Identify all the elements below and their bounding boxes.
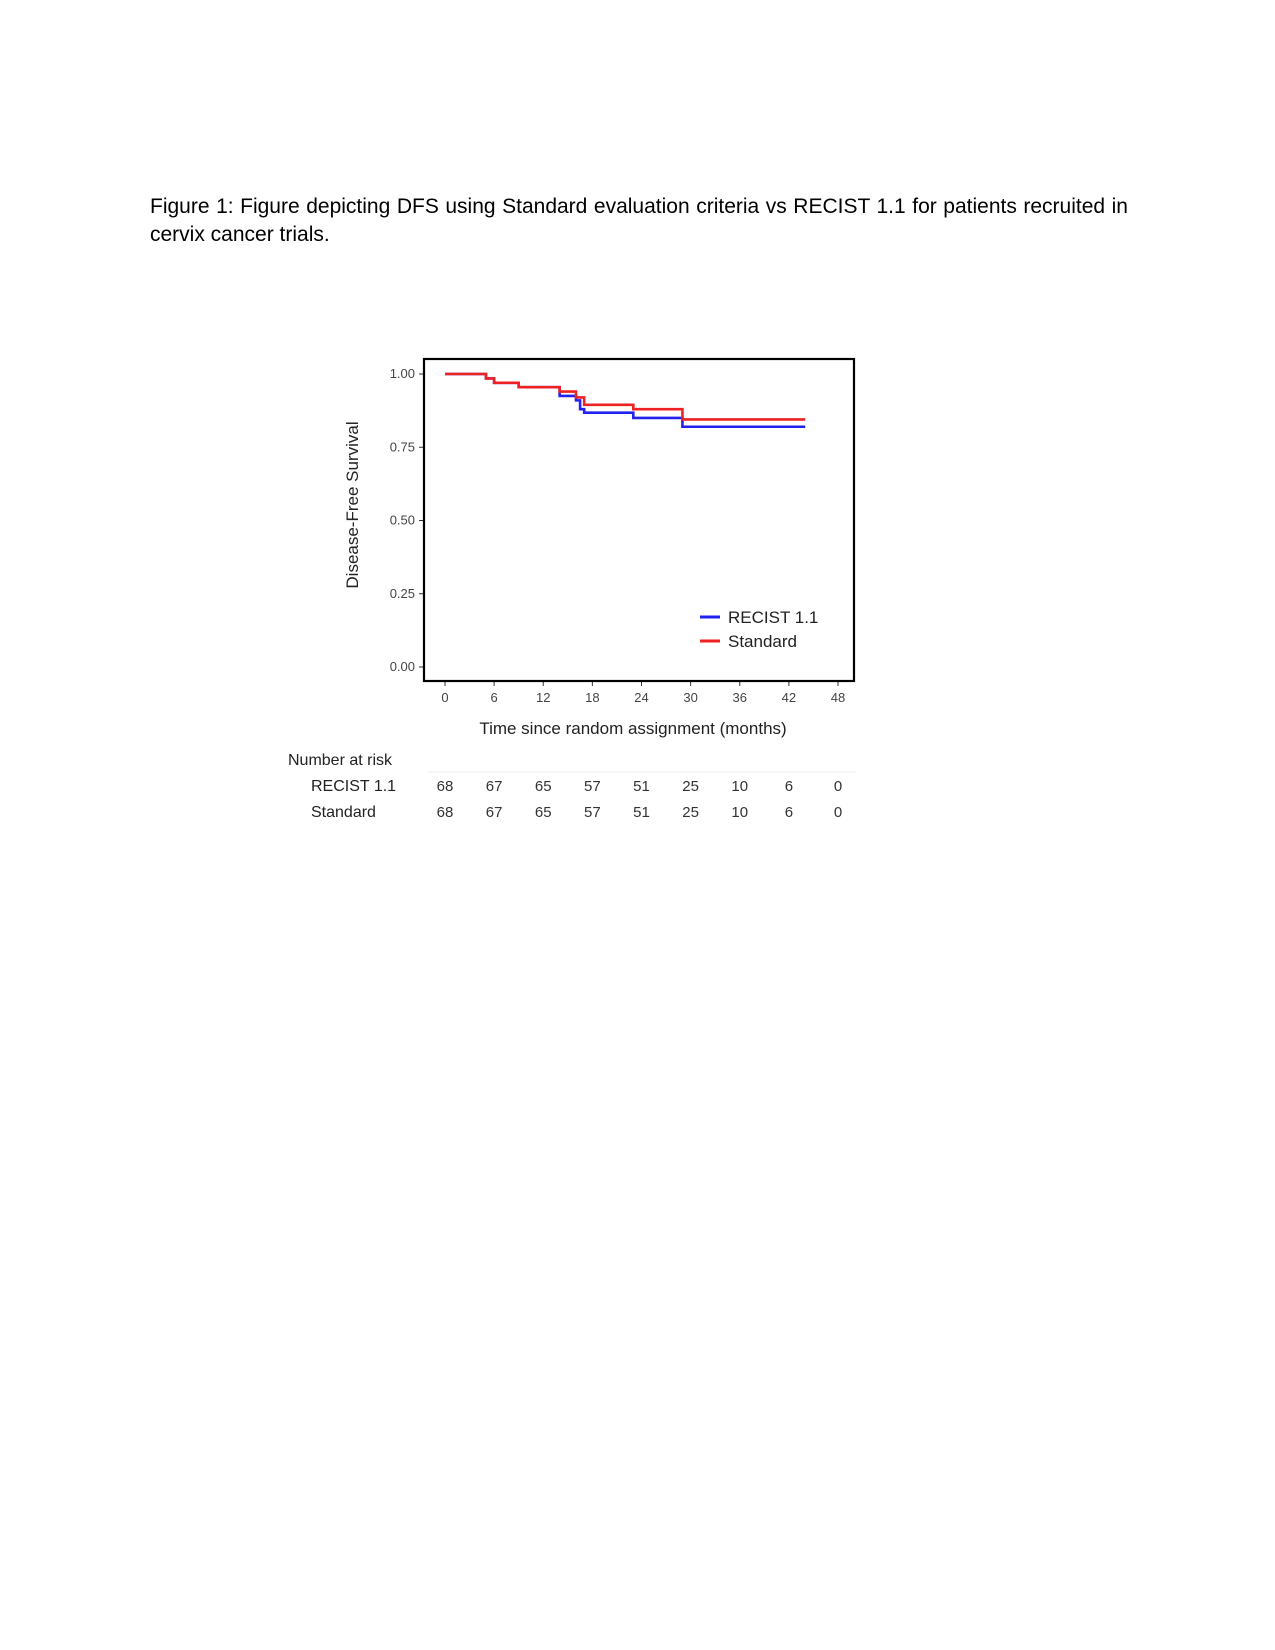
x-tick-label: 12 — [536, 690, 551, 705]
x-tick-label: 6 — [490, 690, 498, 705]
x-tick-label: 0 — [441, 690, 449, 705]
legend-label-standard: Standard — [728, 632, 797, 651]
risk-table-title: Number at risk — [288, 752, 393, 769]
risk-value: 25 — [682, 804, 699, 821]
legend-label-recist: RECIST 1.1 — [728, 608, 819, 627]
risk-value: 65 — [534, 778, 552, 795]
x-axis-title: Time since random assignment (months) — [479, 719, 787, 738]
risk-value: 10 — [731, 804, 749, 821]
risk-value: 57 — [584, 804, 601, 821]
risk-value: 10 — [731, 778, 749, 795]
x-tick-label: 48 — [830, 690, 846, 705]
x-tick-label: 24 — [634, 690, 649, 705]
y-axis — [390, 366, 424, 674]
risk-value: 57 — [584, 778, 601, 795]
figure-caption: Figure 1: Figure depicting DFS using Standard evaluation criteria vs RECIST 1.1 for patients recruited in cervix cancer trials. — [150, 195, 1128, 246]
risk-value: 6 — [784, 804, 794, 821]
risk-table-values — [437, 778, 843, 821]
risk-value: 0 — [833, 778, 843, 795]
risk-value: 67 — [485, 778, 503, 795]
risk-value: 25 — [682, 778, 699, 795]
risk-value: 68 — [436, 778, 454, 795]
x-axis — [441, 681, 845, 705]
risk-table — [288, 752, 856, 821]
x-tick-label: 36 — [732, 690, 747, 705]
survival-curves — [445, 374, 805, 427]
risk-value: 6 — [784, 778, 794, 795]
x-tick-label: 18 — [585, 690, 600, 705]
risk-value: 65 — [534, 804, 552, 821]
y-tick-label: 0.50 — [389, 512, 415, 528]
risk-row-label-recist: RECIST 1.1 — [311, 778, 397, 795]
y-axis-title: Disease-Free Survival — [343, 421, 362, 589]
risk-value: 51 — [633, 778, 650, 795]
y-tick-label: 0.25 — [389, 585, 415, 601]
y-tick-label: 0.75 — [389, 439, 415, 455]
legend — [700, 608, 818, 651]
y-tick-label: 0.00 — [389, 659, 415, 674]
x-tick-label: 42 — [781, 690, 797, 705]
risk-value: 67 — [485, 804, 503, 821]
x-tick-label: 30 — [683, 690, 698, 705]
risk-value: 51 — [633, 804, 650, 821]
risk-value: 68 — [436, 804, 454, 821]
y-tick-label: 1.00 — [389, 366, 415, 381]
risk-row-label-standard: Standard — [311, 804, 376, 821]
risk-value: 0 — [833, 804, 843, 821]
